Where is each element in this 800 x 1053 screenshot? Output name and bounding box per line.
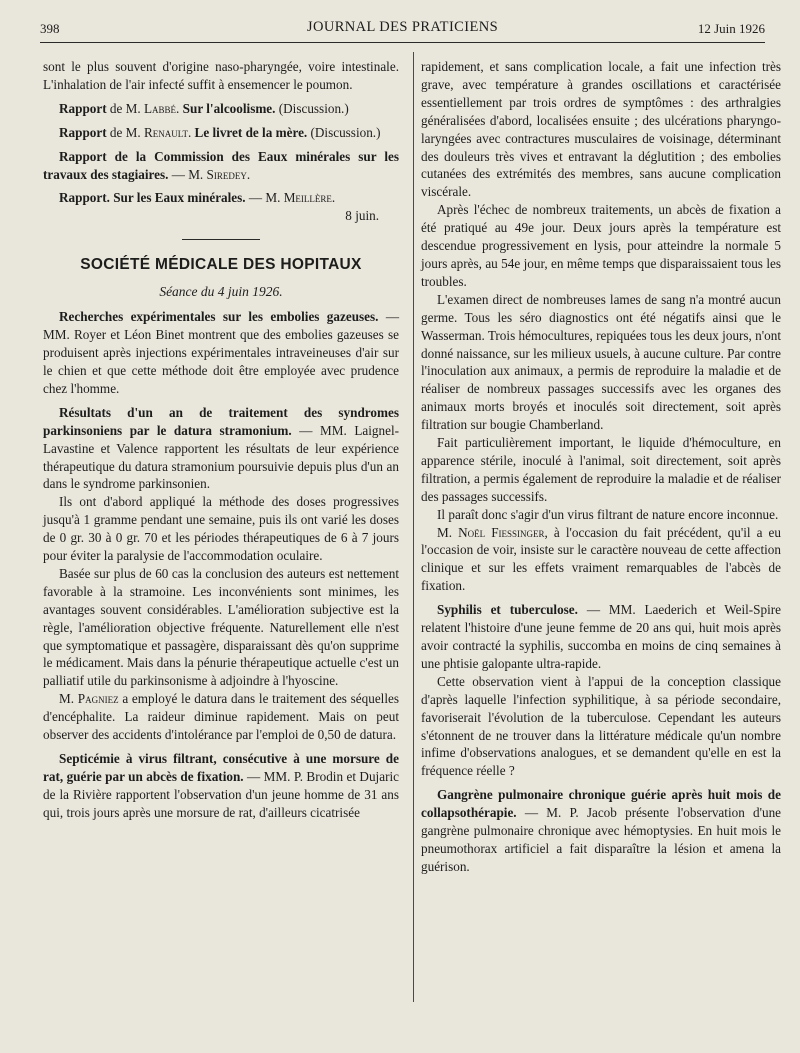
society-title: SOCIÉTÉ MÉDICALE DES HOPITAUX (80, 256, 362, 274)
header-rule (40, 42, 765, 43)
report-renault: Rapport de M. Renault. Le livret de la mère. (Discussion.) (59, 124, 381, 140)
journal-title: JOURNAL DES PRATICIENS (306, 19, 499, 35)
article-title: Syphilis et tuberculose. (437, 602, 578, 618)
session-date: Séance du 4 juin 1926. (159, 284, 283, 300)
report-title: Rapport. Sur les Eaux minérales. (59, 190, 246, 206)
left-column (43, 58, 399, 822)
article-septicemie (43, 750, 399, 822)
paragraph: Cette observation vient à l'appui de la conception classique d'après laquelle l'infection syphilitique, à sa période secondaire, favoriserait l'évolution de la tuberculose. Cependant les auteurs s'étonnent de ne trouver dans la littérature médicale qu'un nombre infime d'observations analogues, et se demandent qu'elle en est la fréquence réelle ? (421, 673, 781, 779)
report-labbe: Rapport de M. Labbé. Sur l'alcoolisme. (Discussion.) (59, 100, 349, 116)
paragraph (43, 690, 399, 744)
article-text: rapportent les résultats de leur expérience thérapeutique du datura stramonium poursuivie depuis plus d'un an dans le syndrome parkinsonien. (43, 440, 399, 492)
article-syphilis (421, 601, 781, 673)
issue-date: 12 Juin 1926 (697, 21, 765, 36)
report-author: — M. Meillère. (248, 190, 336, 206)
article-gangrene (421, 786, 781, 876)
report-author: M. Renault. (125, 124, 192, 140)
report-subject: Le livret de la mère. (194, 124, 308, 140)
article-authors: — MM. Laederich et Weil-Spire (586, 602, 781, 618)
article-embolies (43, 308, 399, 398)
report-discussion: (Discussion.) (278, 100, 349, 116)
paragraph-author: M. Noël Fiessinger, (437, 524, 548, 540)
right-column (421, 58, 781, 876)
article-text: montrent que des embolies gazeuses se produisent après injections expérimentales intraveineuses d'air sur le chien et que cette méthode doit être employée avec prudence chez l'homme. (43, 327, 399, 396)
paragraph: Après l'échec de nombreux traitements, un abcès de fixation a été pratiqué au 49e jour. Deux jours après la température est descendue progressivement en lysis, pour atteindre la normale 5 jours après, au 54e jour, en même temps que disparaissaient tous les troubles. (421, 202, 781, 289)
article-authors: — M. P. Jacob (524, 805, 617, 821)
paragraph (421, 524, 781, 596)
report-date: 8 juin. (345, 208, 379, 224)
report-author: — M. Siredey. (171, 166, 251, 182)
article-text: rapportent l'observation d'un jeune homme de 31 ans qui, trois jours après une morsure de rat, d'ailleurs cicatrisée (43, 786, 400, 820)
article-authors: — MM. P. Brodin et Dujaric de la Rivière (43, 768, 399, 802)
paragraph: Ils ont d'abord appliqué la méthode des doses progressives jusqu'à 1 gramme pendant une semaine, puis ils ont varié les doses de 0 gr. 30 à 0 gr. 70 et les périodes thérapeutiques de 6 à 7 jours pour éviter la paralysie de l'accommodation oculaire. (43, 494, 399, 564)
article-title: Septicémie à virus filtrant, consécutive à une morsure de rat, guérie par un abcès de fixation. (43, 751, 399, 784)
article-title: Recherches expérimentales sur les embolies gazeuses. (59, 309, 379, 325)
paragraph: Basée sur plus de 60 cas la conclusion des auteurs est nettement favorable à la stramoine. Les inconvénients sont minimes, les avantages souvent considérables. L'amélioration subjective est la règle, l'amélioration objective fréquente. Naturellement elle n'est que symptomatique et passagère, disparaissant dès qu'on supprime le médicament. Mais dans la pénurie thérapeutique actuelle c'est un palliatif utile du parkinsonisme à adjoindre à l'hyoscine. (43, 565, 399, 689)
paragraph: Fait particulièrement important, le liquide d'hémoculture, en apparence stérile, inoculé à l'animal, soit directement, soit après filtration, a permis également de reproduire la maladie et de réaliser des passages successifs. (421, 435, 781, 504)
article-text: relatent l'histoire d'une jeune femme de 20 ans qui, huit mois après avoir contracté la syphilis, succomba en moins de cinq semaines à une phtisie galopante ultra-rapide. (421, 620, 781, 671)
page-header (40, 19, 765, 39)
article-text: présente l'observation d'une gangrène pulmonaire chronique avec hémoptysies. En huit mois le pneumothorax artificiel a fait disparaître la lésion et amena la guérison. (421, 805, 782, 874)
report-commission (43, 148, 399, 184)
report-title: Rapport (59, 100, 107, 116)
report-title: Rapport (59, 124, 107, 140)
report-title: Rapport de la Commission des Eaux minérales sur les travaux des stagiaires. (43, 148, 399, 182)
paragraph-text: à l'occasion du fait précédent, qu'il a eu l'occasion de voir, insiste sur le caractère nouveau de cette affection clinique et sur les effets vraiment remarquables de l'abcès de fixation. (421, 524, 781, 594)
article-authors: — MM. Laignel-Lavastine et Valence (43, 422, 400, 456)
report-meillere (43, 189, 399, 207)
paragraph: L'examen direct de nombreuses lames de sang n'a montré aucun germe. Tous les séro diagnostics ont été négatifs ainsi que le Wasserman. Trois hémocultures, repiquées tous les deux jours, n'ont donné naissance, sur les milieux usuels, à aucune culture. Par contre l'inoculation aux animaux, a permis de reproduire la maladie et de réaliser de nombreux passages successifs avec les organes des animaux morts broyés et inoculés soit directement, soit après filtration sur bougie Chamberland. (421, 291, 781, 433)
continued-paragraph: sont le plus souvent d'origine naso-pharyngée, voire intestinale. L'inhalation de l'air infecté suffit à ensemencer le poumon. (43, 59, 399, 92)
article-title: Gangrène pulmonaire chronique guérie après huit mois de collapsothérapie. (421, 787, 781, 821)
paragraph-author: M. Pagniez (59, 691, 119, 707)
article-stramonium (43, 404, 399, 494)
column-divider (413, 52, 414, 1002)
paragraph-text: a employé le datura dans le traitement des séquelles d'encéphalite. La raideur diminue rapidement. Mais on peut observer des accidents d'intolérance par l'emploi de 0,50 de datura. (43, 691, 399, 743)
paragraph: Il paraît donc s'agir d'un virus filtrant de nature encore inconnue. (437, 506, 779, 522)
section-separator (182, 239, 260, 240)
page-number: 398 (40, 21, 60, 36)
article-authors: — MM. Royer et Léon Binet (43, 309, 400, 343)
report-discussion: (Discussion.) (310, 124, 381, 140)
report-subject: Sur l'alcoolisme. (182, 100, 276, 116)
report-author: M. Labbé. (125, 100, 180, 116)
continued-paragraph: rapidement, et sans complication locale, a fait une infection très grave, avec température à grandes oscillations et caractérisée essentiellement par trois ordres de symptômes : des arthralgies généralisées d'abord, localisées ensuite ; des ulcérations pharyngo-laryngées avec contractures musculaires de voisinage, déterminant des douleurs très vives et entravant la déglutition ; des embolies cutanées des extrémités des membres, sans aucune complication viscérale. (421, 59, 781, 200)
article-title: Résultats d'un an de traitement des syndromes parkinsoniens par le datura stramonium. (43, 404, 399, 438)
